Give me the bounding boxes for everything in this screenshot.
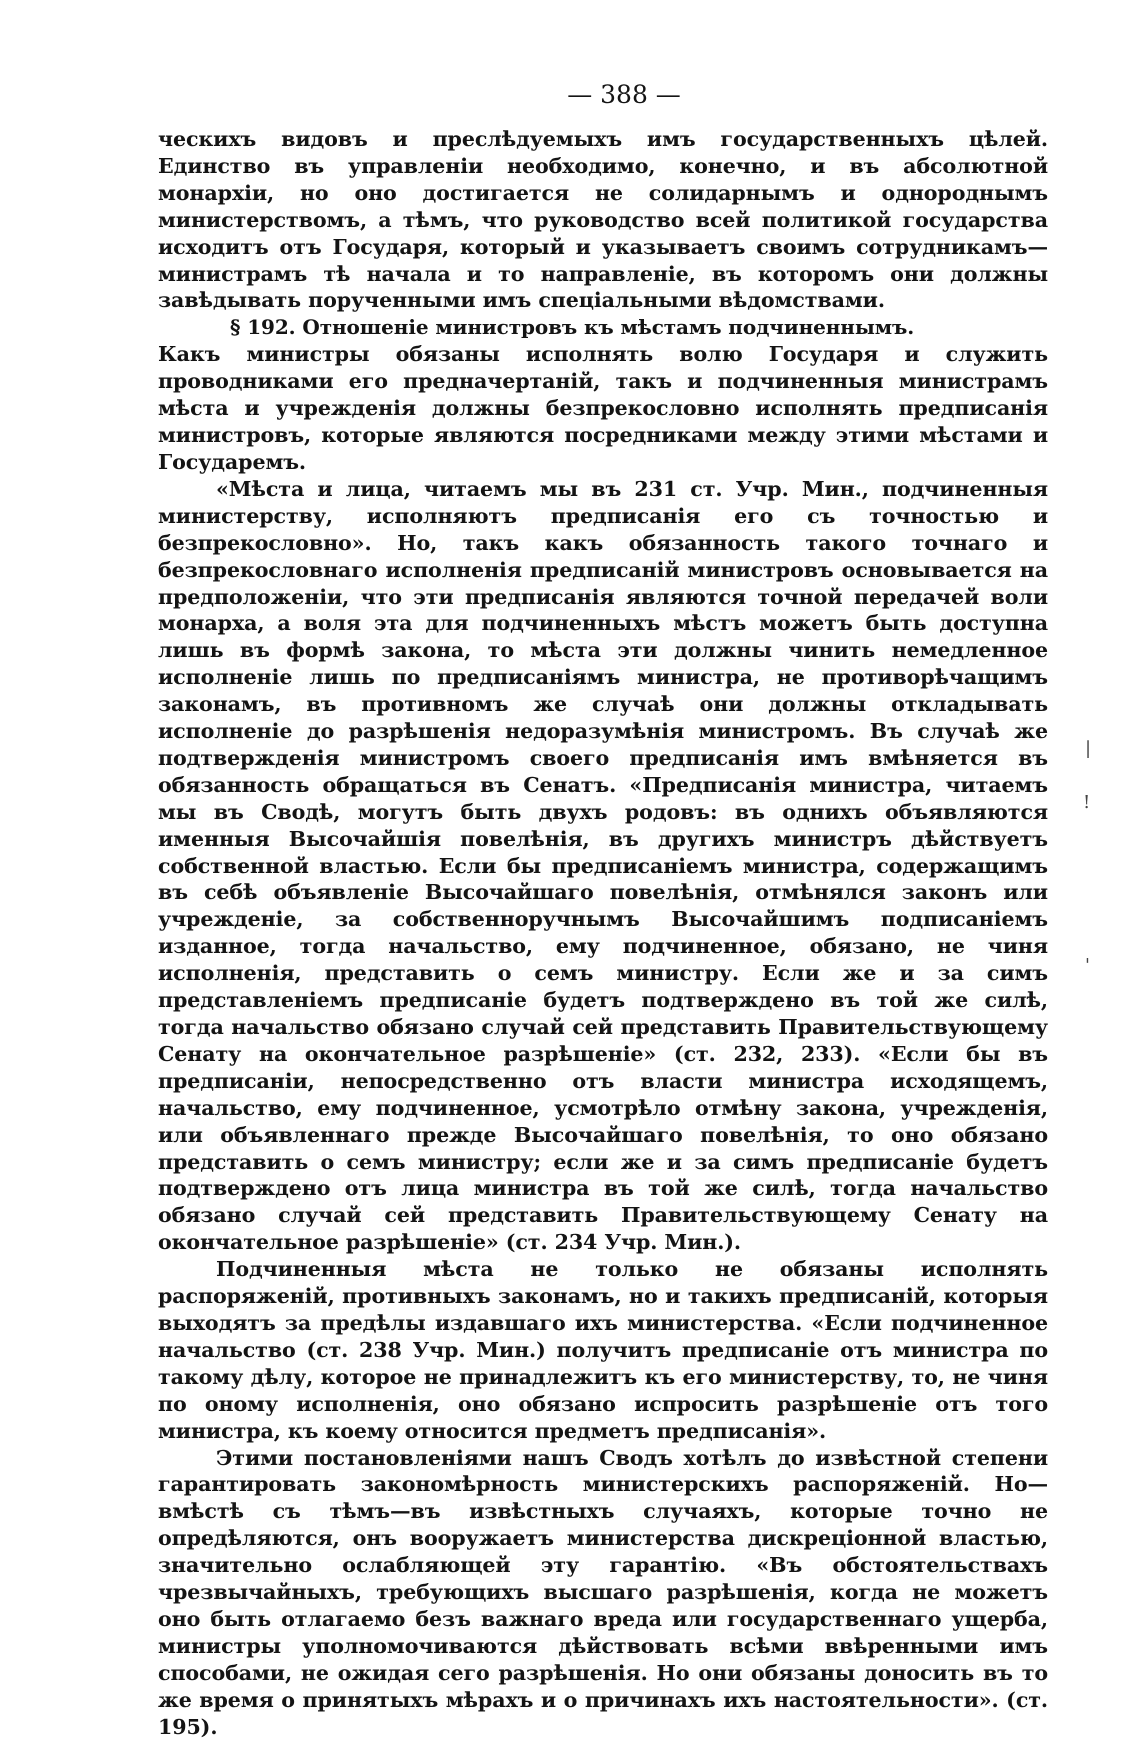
paragraph-article-231: «Мѣста и лица, читаемъ мы въ 231 ст. Учр. Мин., подчиненныя министерству, исполняютъ предписанія его съ точностью и безпрекословно». Но, такъ какъ обязанность такого точнаго и безпрекословнаго исполненія предписаній министровъ основывается на предположеніи, что эти предписанія являются точной передачей воли монарха, а воля эта для подчиненныхъ мѣстъ можетъ быть доступна лишь въ формѣ закона, то мѣста эти должны чинить немедленное исполненіе лишь по предписаніямъ министра, не противорѣчащимъ законамъ, въ противномъ же случаѣ они должны откладывать исполненіе до разрѣшенія недоразумѣнія министромъ. Въ случаѣ же подтвержденія министромъ своего предписанія имъ вмѣняется въ обязанность обращаться въ Сенатъ. «Предписанія министра, читаемъ мы въ Сводѣ, могутъ быть двухъ родовъ: въ однихъ объявляются именныя Высочайшія повелѣнія, въ другихъ министръ дѣйствуетъ собственной властью. Если бы предписаніемъ министра, содержащимъ въ себѣ объявленіе Высочайшаго повелѣнія, отмѣнялся законъ или учрежденіе, за собственноручнымъ Высочайшимъ подписаніемъ изданное, тогда начальство, ему подчиненное, обязано, не чиня исполненія, представить о семъ министру. Если же и за симъ представленіемъ предписаніе будетъ подтверждено въ той же силѣ, тогда начальство обязано случай сей представить Правительствующему Сенату на окончательное разрѣшеніе» (ст. 232, 233). «Если бы въ предписаніи, непосредственно отъ власти министра исходящемъ, начальство, ему подчиненное, усмотрѣло отмѣну закона, учрежденія, или объявленнаго прежде Высочайшаго повелѣнія, то оно обязано представить о семъ министру; если же и за симъ предписаніе будетъ подтверждено отъ лица министра въ той же силѣ, тогда начальство обязано случай сей представить Правительствующему Сенату на окончательное разрѣшеніе» (ст. 234 Учр. Мин.).	[158, 476, 1048, 1256]
margin-mark: !	[1083, 792, 1090, 813]
page-number: — 388 —	[158, 78, 1048, 112]
margin-mark: '	[1085, 955, 1090, 976]
page-body	[158, 78, 1048, 1740]
paragraph-article-195: Этими постановленіями нашъ Сводъ хотѣлъ до извѣстной степени гарантировать закономѣрность министерскихъ распоряженій. Но—вмѣстѣ съ тѣмъ—въ извѣстныхъ случаяхъ, которые точно не опредѣляются, онъ вооружаетъ министерства дискреціонной властью, значительно ослабляющей эту гарантію. «Въ обстоятельствахъ чрезвычайныхъ, требующихъ высшаго разрѣшенія, когда не можетъ оно быть отлагаемо безъ важнаго вреда или государственнаго ущерба, министры уполномочиваются дѣйствовать всѣми ввѣренными имъ способами, не ожидая сего разрѣшенія. Но они обязаны доносить въ то же время о принятыхъ мѣрахъ и о причинахъ ихъ настоятельности». (ст. 195).	[158, 1445, 1048, 1740]
paragraph-continuation: ческихъ видовъ и преслѣдуемыхъ имъ государственныхъ цѣлей. Единство въ управленіи необходимо, конечно, и въ абсолютной монархіи, но оно достигается не солидарнымъ и однороднымъ министерствомъ, а тѣмъ, что руководство всей политикой государства исходитъ отъ Государя, который и указываетъ своимъ сотрудникамъ—министрамъ тѣ начала и то направленіе, въ которомъ они должны завѣдывать порученными имъ спеціальными вѣдомствами.	[158, 126, 1048, 314]
section-heading: § 192. Отношеніе министровъ къ мѣстамъ подчиненнымъ.	[158, 314, 1048, 341]
margin-mark: |	[1085, 738, 1091, 759]
paragraph-ministers-duty: Какъ министры обязаны исполнять волю Государя и служить проводниками его предначертаній, такъ и подчиненныя министрамъ мѣста и учрежденія должны безпрекословно исполнять предписанія министровъ, которые являются посредниками между этими мѣстами и Государемъ.	[158, 341, 1048, 476]
paragraph-article-238: Подчиненныя мѣста не только не обязаны исполнять распоряженій, противныхъ законамъ, но и такихъ предписаній, которыя выходятъ за предѣлы издавшаго ихъ министерства. «Если подчиненное начальство (ст. 238 Учр. Мин.) получитъ предписаніе отъ министра по такому дѣлу, которое не принадлежитъ къ его министерству, то, не чиня по оному исполненія, оно обязано испросить разрѣшеніе отъ того министра, къ коему относится предметъ предписанія».	[158, 1256, 1048, 1444]
